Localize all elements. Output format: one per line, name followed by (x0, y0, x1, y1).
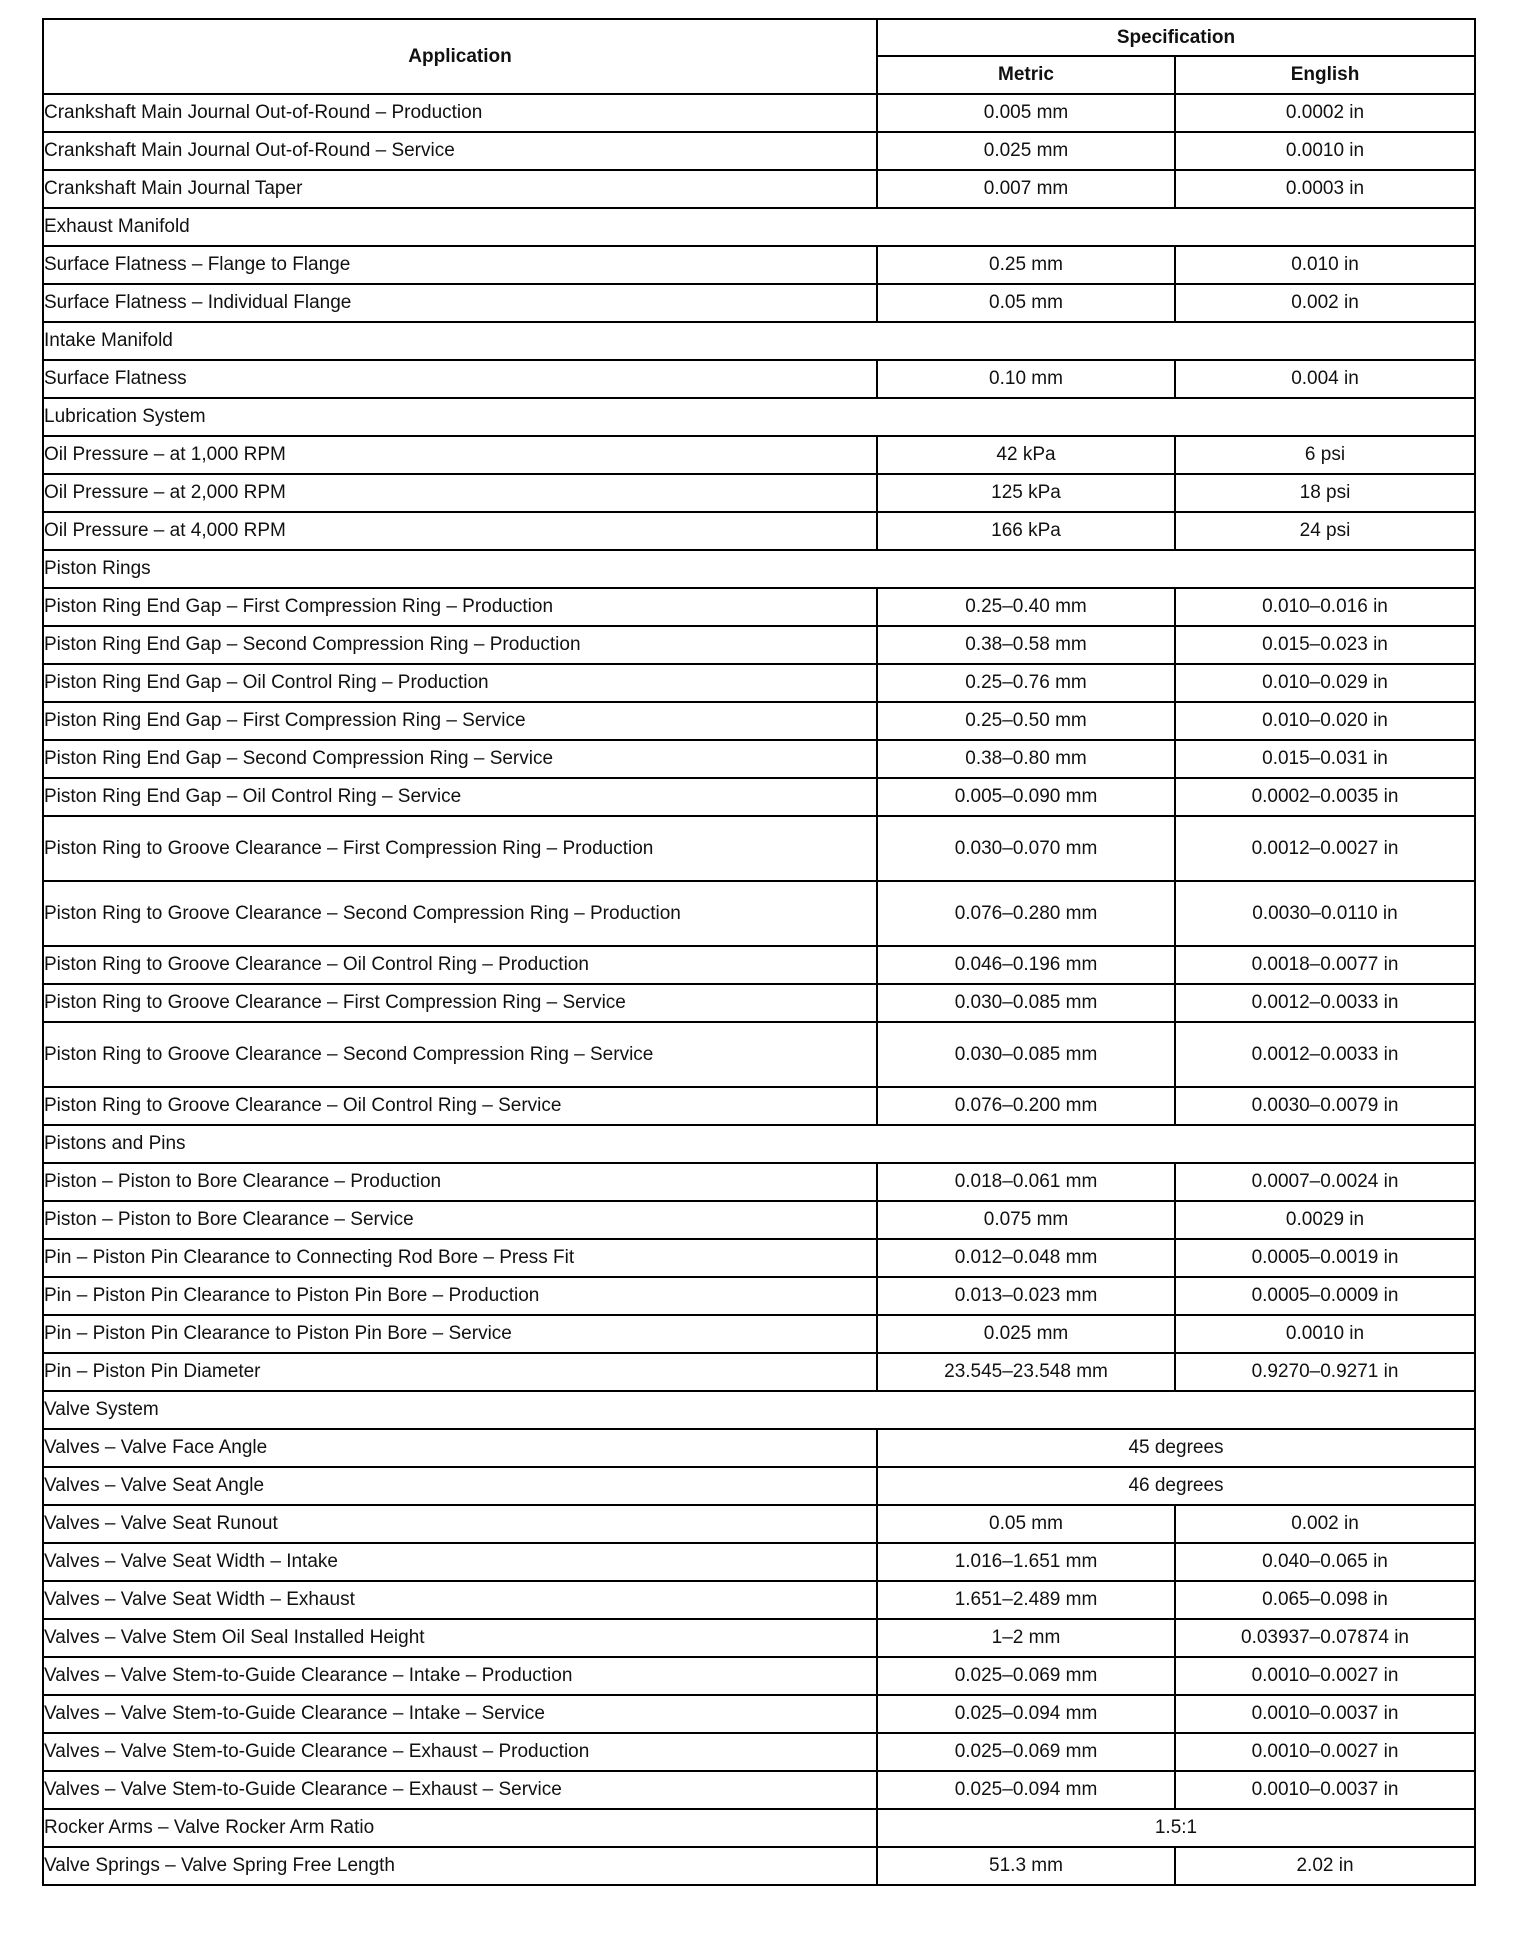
table-row (43, 94, 1475, 132)
table-row (43, 1315, 1475, 1353)
application-cell: Surface Flatness – Individual Flange (43, 284, 877, 322)
english-cell: 0.004 in (1175, 360, 1475, 398)
english-cell: 18 psi (1175, 474, 1475, 512)
metric-cell: 0.25–0.76 mm (877, 664, 1175, 702)
metric-cell: 51.3 mm (877, 1847, 1175, 1885)
application-cell: Valves – Valve Seat Runout (43, 1505, 877, 1543)
metric-cell: 125 kPa (877, 474, 1175, 512)
application-cell: Crankshaft Main Journal Out-of-Round – Service (43, 132, 877, 170)
application-cell: Piston Ring End Gap – First Compression Ring – Service (43, 702, 877, 740)
metric-cell: 0.025–0.069 mm (877, 1657, 1175, 1695)
application-cell: Piston Ring End Gap – Oil Control Ring – Production (43, 664, 877, 702)
table-body (43, 94, 1475, 1885)
table-row (43, 881, 1475, 946)
metric-cell: 0.018–0.061 mm (877, 1163, 1175, 1201)
metric-cell: 0.007 mm (877, 170, 1175, 208)
section-header-row (43, 1125, 1475, 1163)
metric-cell: 1.651–2.489 mm (877, 1581, 1175, 1619)
application-cell: Oil Pressure – at 4,000 RPM (43, 512, 877, 550)
english-cell: 24 psi (1175, 512, 1475, 550)
application-cell: Piston Ring End Gap – Oil Control Ring – Service (43, 778, 877, 816)
metric-cell: 0.025 mm (877, 1315, 1175, 1353)
english-cell: 0.010–0.016 in (1175, 588, 1475, 626)
metric-cell: 0.005 mm (877, 94, 1175, 132)
metric-cell: 0.030–0.070 mm (877, 816, 1175, 881)
application-cell: Oil Pressure – at 2,000 RPM (43, 474, 877, 512)
english-cell: 0.002 in (1175, 284, 1475, 322)
english-cell: 0.010 in (1175, 246, 1475, 284)
application-cell: Piston Ring to Groove Clearance – Oil Control Ring – Service (43, 1087, 877, 1125)
metric-cell: 0.025–0.094 mm (877, 1695, 1175, 1733)
table-row (43, 588, 1475, 626)
table-row (43, 1657, 1475, 1695)
column-header-english: English (1175, 56, 1475, 94)
english-cell: 0.002 in (1175, 1505, 1475, 1543)
application-cell: Valves – Valve Face Angle (43, 1429, 877, 1467)
metric-cell: 166 kPa (877, 512, 1175, 550)
english-cell: 0.015–0.023 in (1175, 626, 1475, 664)
table-row (43, 246, 1475, 284)
english-cell: 0.0030–0.0110 in (1175, 881, 1475, 946)
column-header-application: Application (43, 19, 877, 94)
metric-cell: 0.076–0.200 mm (877, 1087, 1175, 1125)
english-cell: 0.0005–0.0009 in (1175, 1277, 1475, 1315)
metric-cell: 23.545–23.548 mm (877, 1353, 1175, 1391)
table-row (43, 1581, 1475, 1619)
application-cell: Valves – Valve Stem-to-Guide Clearance – Intake – Production (43, 1657, 877, 1695)
table-row (43, 1543, 1475, 1581)
table-row (43, 816, 1475, 881)
table-row (43, 474, 1475, 512)
metric-cell: 0.013–0.023 mm (877, 1277, 1175, 1315)
metric-cell: 0.046–0.196 mm (877, 946, 1175, 984)
english-cell: 6 psi (1175, 436, 1475, 474)
english-cell: 0.0010–0.0037 in (1175, 1695, 1475, 1733)
table-row (43, 170, 1475, 208)
column-header-specification: Specification (877, 19, 1475, 56)
application-cell: Piston Ring to Groove Clearance – First Compression Ring – Service (43, 984, 877, 1022)
application-cell: Valves – Valve Seat Angle (43, 1467, 877, 1505)
metric-cell: 1–2 mm (877, 1619, 1175, 1657)
english-cell: 0.0010–0.0027 in (1175, 1657, 1475, 1695)
application-cell: Valves – Valve Stem-to-Guide Clearance – Intake – Service (43, 1695, 877, 1733)
application-cell: Surface Flatness – Flange to Flange (43, 246, 877, 284)
metric-cell: 0.025–0.069 mm (877, 1733, 1175, 1771)
english-cell: 0.0010 in (1175, 1315, 1475, 1353)
table-row (43, 664, 1475, 702)
merged-spec-cell: 45 degrees (877, 1429, 1475, 1467)
metric-cell: 0.075 mm (877, 1201, 1175, 1239)
english-cell: 0.0010–0.0027 in (1175, 1733, 1475, 1771)
metric-cell: 0.076–0.280 mm (877, 881, 1175, 946)
english-cell: 0.0012–0.0033 in (1175, 984, 1475, 1022)
metric-cell: 0.030–0.085 mm (877, 1022, 1175, 1087)
application-cell: Surface Flatness (43, 360, 877, 398)
table-row (43, 1087, 1475, 1125)
section-header-row (43, 322, 1475, 360)
table-row (43, 1022, 1475, 1087)
table-row (43, 1429, 1475, 1467)
section-header-row (43, 398, 1475, 436)
table-row (43, 778, 1475, 816)
metric-cell: 0.025 mm (877, 132, 1175, 170)
application-cell: Piston Ring to Groove Clearance – First Compression Ring – Production (43, 816, 877, 881)
english-cell: 0.0018–0.0077 in (1175, 946, 1475, 984)
metric-cell: 0.38–0.58 mm (877, 626, 1175, 664)
english-cell: 0.0012–0.0033 in (1175, 1022, 1475, 1087)
application-cell: Rocker Arms – Valve Rocker Arm Ratio (43, 1809, 877, 1847)
table-row (43, 360, 1475, 398)
application-cell: Oil Pressure – at 1,000 RPM (43, 436, 877, 474)
english-cell: 0.0005–0.0019 in (1175, 1239, 1475, 1277)
table-row (43, 436, 1475, 474)
application-cell: Valves – Valve Seat Width – Intake (43, 1543, 877, 1581)
application-cell: Piston Ring to Groove Clearance – Second Compression Ring – Service (43, 1022, 877, 1087)
table-row (43, 132, 1475, 170)
english-cell: 0.015–0.031 in (1175, 740, 1475, 778)
english-cell: 0.9270–0.9271 in (1175, 1353, 1475, 1391)
english-cell: 0.0010 in (1175, 132, 1475, 170)
table-row (43, 626, 1475, 664)
section-header-row (43, 1391, 1475, 1429)
table-row (43, 1467, 1475, 1505)
table-row (43, 946, 1475, 984)
merged-spec-cell: 1.5:1 (877, 1809, 1475, 1847)
application-cell: Piston Ring to Groove Clearance – Second Compression Ring – Production (43, 881, 877, 946)
section-title: Valve System (43, 1391, 1475, 1429)
english-cell: 0.0012–0.0027 in (1175, 816, 1475, 881)
section-title: Pistons and Pins (43, 1125, 1475, 1163)
application-cell: Valve Springs – Valve Spring Free Length (43, 1847, 877, 1885)
table-row (43, 1163, 1475, 1201)
metric-cell: 0.25–0.40 mm (877, 588, 1175, 626)
english-cell: 0.03937–0.07874 in (1175, 1619, 1475, 1657)
table-row (43, 284, 1475, 322)
application-cell: Valves – Valve Seat Width – Exhaust (43, 1581, 877, 1619)
english-cell: 0.065–0.098 in (1175, 1581, 1475, 1619)
application-cell: Crankshaft Main Journal Taper (43, 170, 877, 208)
application-cell: Piston – Piston to Bore Clearance – Service (43, 1201, 877, 1239)
english-cell: 0.010–0.020 in (1175, 702, 1475, 740)
metric-cell: 0.012–0.048 mm (877, 1239, 1175, 1277)
english-cell: 0.0030–0.0079 in (1175, 1087, 1475, 1125)
application-cell: Pin – Piston Pin Clearance to Piston Pin Bore – Production (43, 1277, 877, 1315)
table-row (43, 512, 1475, 550)
table-row (43, 1733, 1475, 1771)
metric-cell: 42 kPa (877, 436, 1175, 474)
table-row (43, 1353, 1475, 1391)
english-cell: 0.010–0.029 in (1175, 664, 1475, 702)
application-cell: Piston Ring to Groove Clearance – Oil Control Ring – Production (43, 946, 877, 984)
section-title: Piston Rings (43, 550, 1475, 588)
table-row (43, 1505, 1475, 1543)
application-cell: Piston Ring End Gap – Second Compression Ring – Service (43, 740, 877, 778)
application-cell: Valves – Valve Stem-to-Guide Clearance – Exhaust – Production (43, 1733, 877, 1771)
table-row (43, 1809, 1475, 1847)
section-title: Exhaust Manifold (43, 208, 1475, 246)
section-header-row (43, 208, 1475, 246)
application-cell: Valves – Valve Stem Oil Seal Installed Height (43, 1619, 877, 1657)
english-cell: 0.0002–0.0035 in (1175, 778, 1475, 816)
table-row (43, 984, 1475, 1022)
metric-cell: 0.005–0.090 mm (877, 778, 1175, 816)
application-cell: Pin – Piston Pin Clearance to Connecting Rod Bore – Press Fit (43, 1239, 877, 1277)
section-title: Lubrication System (43, 398, 1475, 436)
metric-cell: 0.05 mm (877, 284, 1175, 322)
application-cell: Valves – Valve Stem-to-Guide Clearance – Exhaust – Service (43, 1771, 877, 1809)
table-row (43, 702, 1475, 740)
english-cell: 0.040–0.065 in (1175, 1543, 1475, 1581)
application-cell: Piston – Piston to Bore Clearance – Production (43, 1163, 877, 1201)
application-cell: Pin – Piston Pin Diameter (43, 1353, 877, 1391)
english-cell: 0.0029 in (1175, 1201, 1475, 1239)
table-row (43, 1201, 1475, 1239)
application-cell: Crankshaft Main Journal Out-of-Round – Production (43, 94, 877, 132)
application-cell: Pin – Piston Pin Clearance to Piston Pin Bore – Service (43, 1315, 877, 1353)
table-row (43, 1847, 1475, 1885)
metric-cell: 0.025–0.094 mm (877, 1771, 1175, 1809)
english-cell: 2.02 in (1175, 1847, 1475, 1885)
table-row (43, 1695, 1475, 1733)
application-cell: Piston Ring End Gap – First Compression Ring – Production (43, 588, 877, 626)
metric-cell: 1.016–1.651 mm (877, 1543, 1175, 1581)
table-row (43, 740, 1475, 778)
table-row (43, 1277, 1475, 1315)
english-cell: 0.0010–0.0037 in (1175, 1771, 1475, 1809)
metric-cell: 0.38–0.80 mm (877, 740, 1175, 778)
table-row (43, 1771, 1475, 1809)
english-cell: 0.0007–0.0024 in (1175, 1163, 1475, 1201)
metric-cell: 0.25 mm (877, 246, 1175, 284)
application-cell: Piston Ring End Gap – Second Compression Ring – Production (43, 626, 877, 664)
table-header (43, 19, 1475, 94)
table-row (43, 1239, 1475, 1277)
column-header-metric: Metric (877, 56, 1175, 94)
metric-cell: 0.25–0.50 mm (877, 702, 1175, 740)
english-cell: 0.0003 in (1175, 170, 1475, 208)
metric-cell: 0.10 mm (877, 360, 1175, 398)
table-row (43, 1619, 1475, 1657)
metric-cell: 0.05 mm (877, 1505, 1175, 1543)
english-cell: 0.0002 in (1175, 94, 1475, 132)
merged-spec-cell: 46 degrees (877, 1467, 1475, 1505)
metric-cell: 0.030–0.085 mm (877, 984, 1175, 1022)
section-header-row (43, 550, 1475, 588)
section-title: Intake Manifold (43, 322, 1475, 360)
specification-table (42, 18, 1476, 1886)
